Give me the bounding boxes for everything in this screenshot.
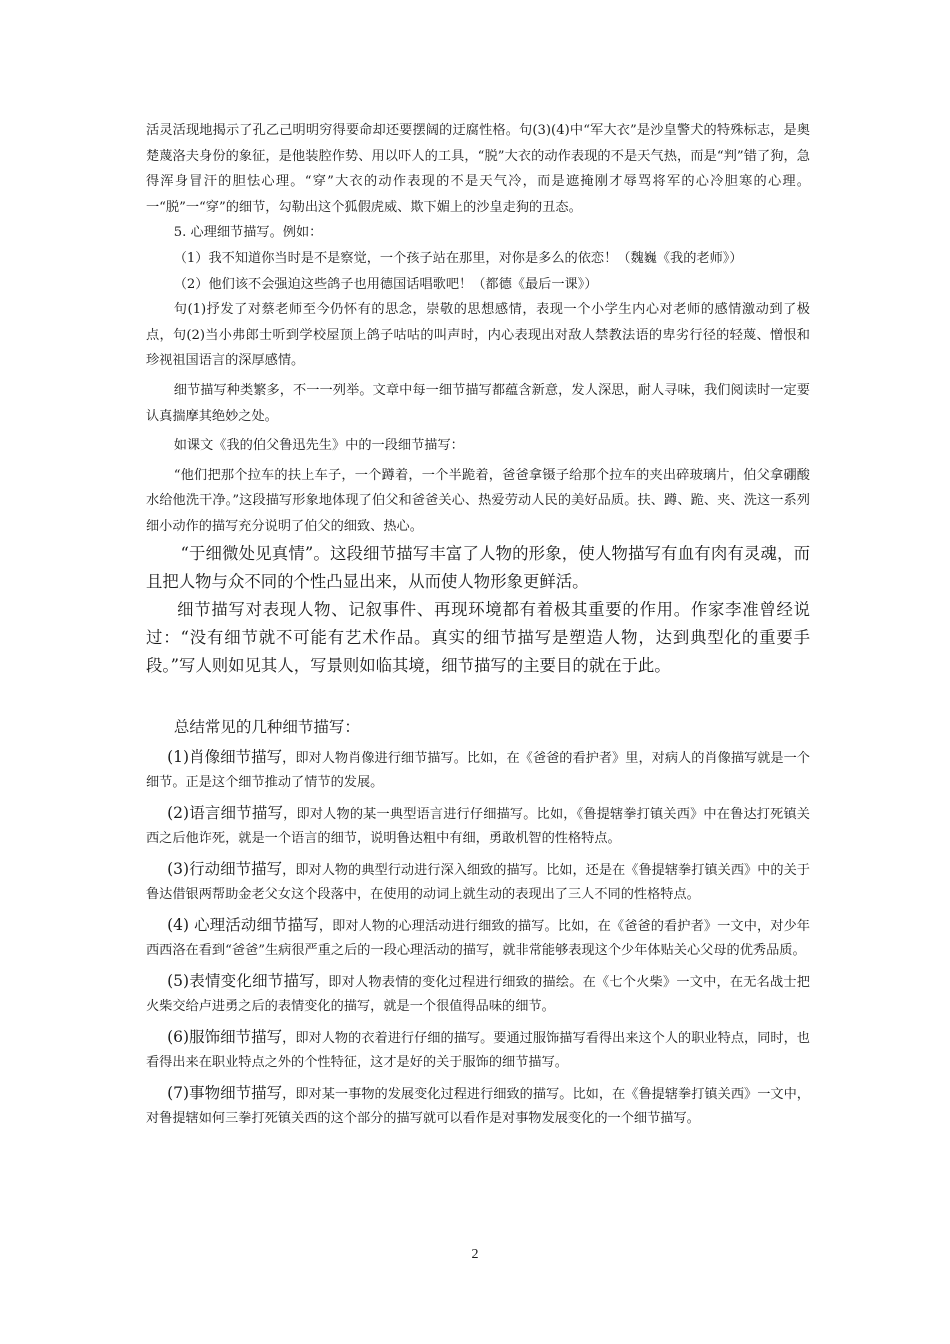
page-number: 2 <box>471 1247 479 1262</box>
summary-item-text: ，即对人物的衣着进行仔细的描写。要通过服饰描写看得出来这个人的职业特点，同时，也看得出来在职业特点之外的个性特征，这才是好的关于服饰的细节描写。 <box>146 1030 810 1070</box>
summary-item-portrait <box>146 745 810 796</box>
summary-item-expression <box>146 969 810 1020</box>
summary-item-lead: (5)表情变化细节描写 <box>167 971 315 990</box>
paragraph-continuation: 活灵活现地揭示了孔乙己明明穷得要命却还要摆阔的迂腐性格。句(3)(4)中“军大衣”是沙皇警犬的特殊标志，是奥楚蔑洛夫身份的象征，是他装腔作势、用以吓人的工具，“脱”大衣的动作表现的不是天气热，而是“判”错了狗，急得浑身冒汗的胆怯心理。“穿”大衣的动作表现的不是天气冷，而是遮掩刚才辱骂将军的心冷胆寒的心理。一“脱”一“穿”的细节，勾勒出这个狐假虎威、欺下媚上的沙皇走狗的丑态。 <box>146 123 810 215</box>
summary-item-text: ，即对某一事物的发展变化过程进行细致的描写。比如，在《鲁提辖拳打镇关西》一文中，对鲁提辖如何三拳打死镇关西的这个部分的描写就可以看作是对事物发展变化的一个细节描写。 <box>146 1086 810 1126</box>
commentary-paragraph: 细节描写种类繁多，不一一列举。文章中每一细节描写都蕴含新意，发人深思，耐人寻味，我们阅读时一定要认真揣摩其绝妙之处。 <box>146 382 810 424</box>
emphasis-paragraph-1: “于细微处见真情”。这段细节描写丰富了人物的形象，使人物描写有血有肉有灵魂，而且把人物与众不同的个性凸显出来，从而使人物形象更鲜活。 <box>146 543 810 591</box>
summary-item-text: ，即对人物的某一典型语言进行仔细描写。比如，《鲁提辖拳打镇关西》中在鲁达打死镇关西之后他诈死，就是一个语言的细节，说明鲁达粗中有细，勇敢机智的性格特点。 <box>146 806 810 846</box>
page-body <box>146 118 810 1132</box>
summary-item-language <box>146 801 810 852</box>
summary-item-text: ，即对人物的典型行动进行深入细致的描写。比如，还是在《鲁提辖拳打镇关西》中的关于鲁达借银两帮助金老父女这个段落中，在使用的动词上就生动的表现出了三人不同的性格特点。 <box>146 862 810 902</box>
emphasis-paragraph-2: 细节描写对表现人物、记叙事件、再现环境都有着极其重要的作用。作家李准曾经说过：“没有细节就不可能有艺术作品。真实的细节描写是塑造人物，达到典型化的重要手段。”写人则如见其人，写景则如临其境，细节描写的主要目的就在于此。 <box>146 599 810 675</box>
section-heading-psychology: 5. 心理细节描写。例如： <box>173 225 323 241</box>
summary-item-text: ，即对人物的心理活动进行细致的描写。比如，在《爸爸的看护者》一文中，对少年西西洛在看到“爸爸”生病很严重之后的一段心理活动的描写，就非常能够表现这个少年体贴关心父母的优秀品质。 <box>146 918 810 958</box>
analysis-paragraph: 句(1)抒发了对蔡老师至今仍怀有的思念，崇敬的思想感情，表现一个小学生内心对老师的感情激动到了极点，句(2)当小弗郎士听到学校屋顶上鸽子咕咕的叫声时，内心表现出对敌人禁教法语的卑劣行径的轻蔑、憎恨和珍视祖国语言的深厚感情。 <box>146 302 810 369</box>
summary-item-lead: (6)服饰细节描写 <box>167 1027 283 1046</box>
summary-item-lead: (1)肖像细节描写 <box>167 747 283 766</box>
summary-item-lead: (3)行动细节描写 <box>167 859 283 878</box>
summary-item-lead: (7)事物细节描写 <box>167 1083 283 1102</box>
example-quote-1: （1）我不知道你当时是不是察觉，一个孩子站在那里，对你是多么的依恋！（魏巍《我的老师》） <box>173 250 743 266</box>
summary-item-lead: (2)语言细节描写 <box>167 803 284 822</box>
example-quote-2: （2）他们该不会强迫这些鸽子也用德国话唱歌吧！（都德《最后一课》） <box>173 276 598 292</box>
summary-item-clothing <box>146 1025 810 1076</box>
summary-title: 总结常见的几种细节描写： <box>173 717 360 736</box>
summary-item-psychology <box>146 913 810 964</box>
summary-item-lead: (4) 心理活动细节描写 <box>167 915 319 934</box>
summary-item-text: ，即对人物肖像进行细节描写。比如，在《爸爸的看护者》里，对病人的肖像描写就是一个细节。正是这个细节推动了情节的发展。 <box>146 750 810 790</box>
lesson-example-intro: 如课文《我的伯父鲁迅先生》中的一段细节描写： <box>173 438 464 454</box>
lesson-example-quote: “他们把那个拉车的扶上车子，一个蹲着，一个半跪着，爸爸拿镊子给那个拉车的夹出碎玻璃片，伯父拿硼酸水给他洗干净。”这段描写形象地体现了伯父和爸爸关心、热爱劳动人民的美好品质。扶、蹲、跪、夹、洗这一系列细小动作的描写充分说明了伯父的细致、热心。 <box>146 467 810 534</box>
summary-item-text: ，即对人物表情的变化过程进行细致的描绘。在《七个火柴》一文中，在无名战士把火柴交给卢进勇之后的表情变化的描写，就是一个很值得品味的细节。 <box>146 974 810 1014</box>
summary-item-event <box>146 1081 810 1132</box>
summary-item-action <box>146 857 810 908</box>
